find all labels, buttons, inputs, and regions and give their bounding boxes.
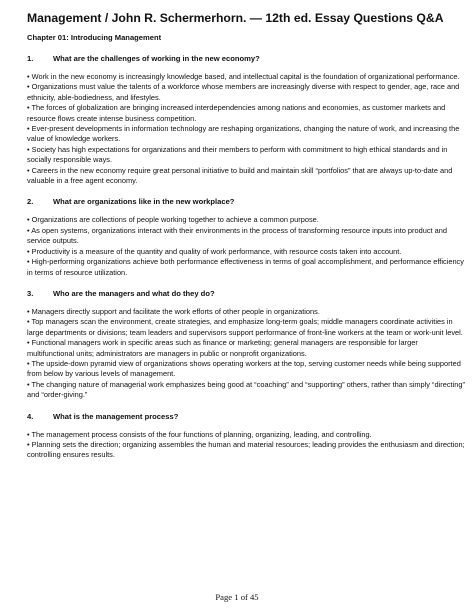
question-number: 2. bbox=[27, 197, 34, 207]
document-title: Management / John R. Schermerhorn. — 12th ed. Essay Questions Q&A bbox=[27, 11, 444, 25]
answer-bullet: • Managers directly support and facilitate the work efforts of other people in organizations. bbox=[27, 306, 320, 316]
answer-bullet: • As open systems, organizations interact with their environments in the process of transforming resource inputs into product and service outputs. bbox=[27, 225, 447, 246]
page-number: Page 1 of 45 bbox=[215, 592, 259, 602]
question-text: What are organizations like in the new workplace? bbox=[53, 197, 235, 207]
section-2 bbox=[27, 196, 465, 277]
answer-bullet: • Careers in the new economy require great personal initiative to build and maintain skill “portfolios” that are always up-to-date and valuable in a free agent economy. bbox=[27, 165, 453, 186]
section-4 bbox=[27, 411, 465, 461]
answer-bullet: • Productivity is a measure of the quantity and quality of work performance, with resource costs taken into account. bbox=[27, 246, 402, 256]
question-number: 3. bbox=[27, 288, 34, 298]
answer-bullet: • The changing nature of managerial work emphasizes being good at “coaching” and “supporting” others, rather than simply “directing” and “order-giving.” bbox=[27, 379, 465, 400]
question-heading bbox=[27, 411, 465, 422]
question-heading bbox=[27, 196, 465, 207]
answer-bullet: • High-performing organizations achieve both performance effectiveness in terms of goal accomplishment, and performance efficiency in terms of resource utilization. bbox=[27, 257, 464, 277]
answer-bullet: • Top managers scan the environment, create strategies, and emphasize long-term goals; middle managers coordinate activities in large departments or divisions; team leaders and supervisors support performance of front-line workers at the team or work-unit level. bbox=[27, 317, 463, 337]
answer-list bbox=[27, 72, 465, 186]
answer-list bbox=[27, 430, 465, 461]
answer-bullet: • The forces of globalization are bringing increased interdependencies among nations and economies, as customer markets and resource flows create intense business competition. bbox=[27, 103, 446, 123]
answer-bullet: • Organizations must value the talents of a workforce whose members are increasingly diverse with respect to gender, age, race and ethnicity, able-bodiedness, and lifestyles. bbox=[27, 82, 460, 102]
answer-bullet: • The management process consists of the four functions of planning, organizing, leading, and controlling. bbox=[27, 429, 372, 439]
answer-bullet: • Society has high expectations for organizations and their members to perform with commitment to high ethical standards and in socially responsible ways. bbox=[27, 144, 448, 165]
question-text: Who are the managers and what do they do? bbox=[53, 288, 215, 298]
question-number: 4. bbox=[27, 411, 34, 421]
answer-bullet: • The upside-down pyramid view of organizations shows operating workers at the top, serving customer needs while being supported from below by various levels of management. bbox=[27, 358, 461, 379]
question-text: What are the challenges of working in the new economy? bbox=[53, 54, 260, 63]
answer-list bbox=[27, 307, 465, 401]
question-number: 1. bbox=[27, 54, 34, 63]
question-text: What is the management process? bbox=[53, 411, 179, 421]
answer-bullet: • Planning sets the direction; organizing assembles the human and material resources; leading provides the enthusiasm and direction; controlling ensures results. bbox=[27, 439, 465, 460]
section-1 bbox=[27, 53, 465, 186]
answer-bullet: • Ever-present developments in information technology are reshaping organizations, changing the nature of work, and increasing the value of knowledge workers. bbox=[27, 124, 460, 144]
answer-list bbox=[27, 215, 465, 277]
question-heading bbox=[27, 53, 465, 64]
question-heading bbox=[27, 288, 465, 299]
answer-bullet: • Functional managers work in specific areas such as finance or marketing; general managers are responsible for larger multifunctional units; administrators are managers in public or nonprofit organizations. bbox=[27, 338, 418, 358]
section-3 bbox=[27, 288, 465, 401]
answer-bullet: • Organizations are collections of people working together to achieve a common purpose. bbox=[27, 215, 319, 225]
document-page bbox=[27, 10, 465, 471]
answer-bullet: • Work in the new economy is increasingly knowledge based, and intellectual capital is the foundation of organizational performance. bbox=[27, 72, 460, 81]
chapter-heading: Chapter 01: Introducing Management bbox=[27, 33, 162, 42]
